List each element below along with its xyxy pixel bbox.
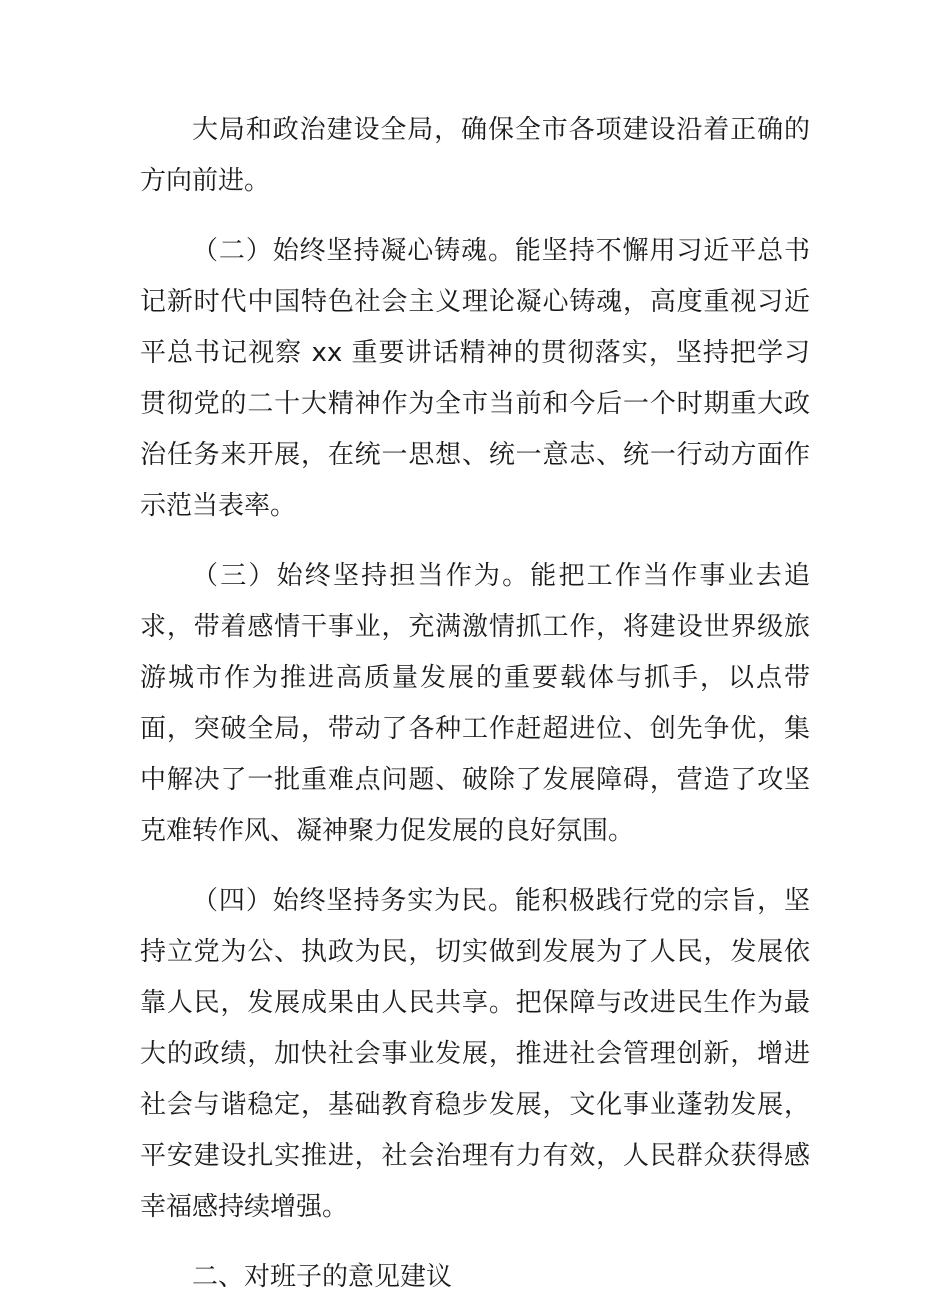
paragraph-continuation: 大局和政治建设全局，确保全市各项建设沿着正确的方向前进。: [140, 115, 810, 196]
paragraph-section-4: （四）始终坚持务实为民。能积极践行党的宗旨，坚持立党为公、执政为民，切实做到发展为了人民，发展依靠人民，发展成果由人民共享。把保障与改进民生作为最大的政绩，加快社会事业发展，推进社会管理创新，增进社会与谐稳定，基础教育稳步发展，文化事业蓬勃发展，平安建设扎实推进，社会治理有力有效，人民群众获得感幸福感持续增强。: [140, 886, 810, 1222]
paragraph-section-2: （二）始终坚持凝心铸魂。能坚持不懈用习近平总书记新时代中国特色社会主义理论凝心铸魂，高度重视习近平总书记视察 xx 重要讲话精神的贯彻落实，坚持把学习贯彻党的二十大精神作为全市当前和今后一个时期重大政治任务来开展，在统一思想、统一意志、统一行动方面作示范当表率。: [140, 236, 810, 521]
paragraph-section-3: （三）始终坚持担当作为。能把工作当作事业去追求，带着感情干事业，充满激情抓工作，将建设世界级旅游城市作为推进高质量发展的重要载体与抓手，以点带面，突破全局，带动了各种工作赶超进位、创先争优，集中解决了一批重难点问题、破除了发展障碍，营造了攻坚克难转作风、凝神聚力促发展的良好氛围。: [140, 561, 810, 846]
document-body: [140, 105, 810, 1303]
section-heading: 二、对班子的意见建议: [192, 1262, 453, 1292]
